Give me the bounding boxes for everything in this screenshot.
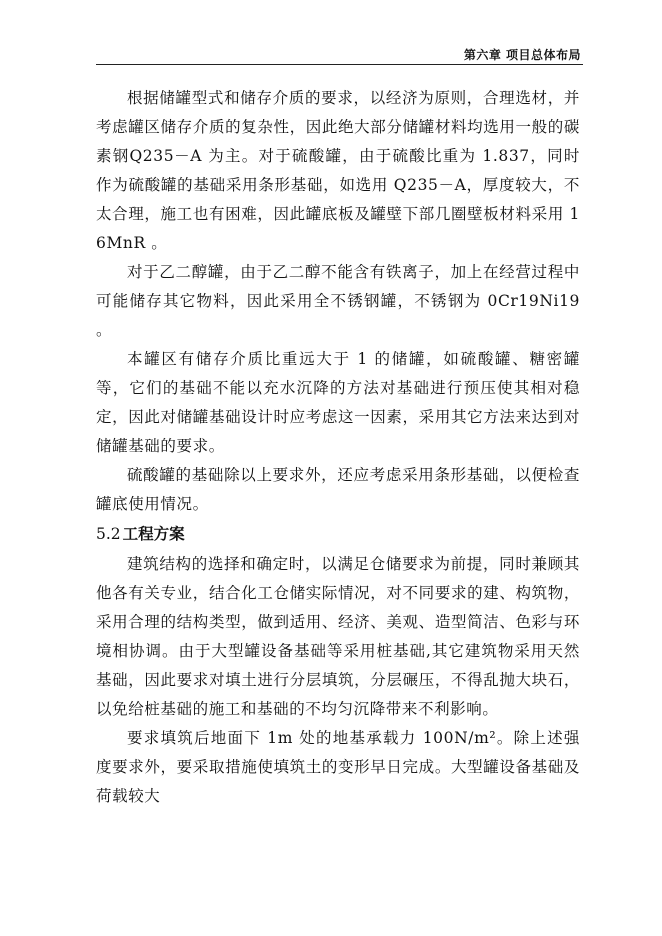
section-title: 工程方案 — [122, 525, 185, 543]
section-number: 5.2 — [96, 525, 121, 543]
document-body — [96, 84, 580, 811]
paragraph-tank-foundation: 本罐区有储存介质比重远大于 1 的储罐，如硫酸罐、糖密罐等，它们的基础不能以充水沉降的方法对基础进行预压使其相对稳定，因此对储罐基础设计时应考虑这一因素，采用其它方法来达到对储罐基础的要求。 — [96, 350, 580, 455]
chapter-title: 第六章 项目总体布局 — [463, 48, 581, 62]
paragraph-sulfuric-tank-foundation: 硫酸罐的基础除以上要求外，还应考虑采用条形基础，以便检查罐底使用情况。 — [96, 466, 580, 513]
page-header — [96, 40, 583, 65]
paragraph-fill-requirements: 要求填筑后地面下 1m 处的地基承载力 100N/m²。除上述强度要求外，要采取措施使填筑土的变形早日完成。大型罐设备基础及荷载较大 — [96, 729, 580, 805]
paragraph-structure-selection: 建筑结构的选择和确定时，以满足仓储要求为前提，同时兼顾其他各有关专业，结合化工仓储实际情况，对不同要求的建、构筑物，采用合理的结构类型，做到适用、经济、美观、造型简洁、色彩与环境相协调。由于大型罐设备基础等采用桩基础,其它建筑物采用天然基础，因此要求对填土进行分层填筑，分层碾压，不得乱抛大块石，以免给桩基础的施工和基础的不均匀沉降带来不利影响。 — [96, 555, 580, 718]
paragraph-tank-material: 根据储罐型式和储存介质的要求，以经济为原则，合理选材，并考虑罐区储存介质的复杂性，因此绝大部分储罐材料均选用一般的碳素钢Q235－A 为主。对于硫酸罐，由于硫酸比重为 1.837，同时作为硫酸罐的基础采用条形基础，如选用 Q235－A，厚度较大，不太合理，施工也有困难，因此罐底板及罐壁下部几圈壁板材料采用 16MnR 。 — [96, 89, 580, 252]
section-heading — [96, 519, 580, 550]
paragraph-glycol-tank: 对于乙二醇罐，由于乙二醇不能含有铁离子，加上在经营过程中可能储存其它物料，因此采用全不锈钢罐，不锈钢为 0Cr19Ni19 。 — [96, 263, 580, 339]
